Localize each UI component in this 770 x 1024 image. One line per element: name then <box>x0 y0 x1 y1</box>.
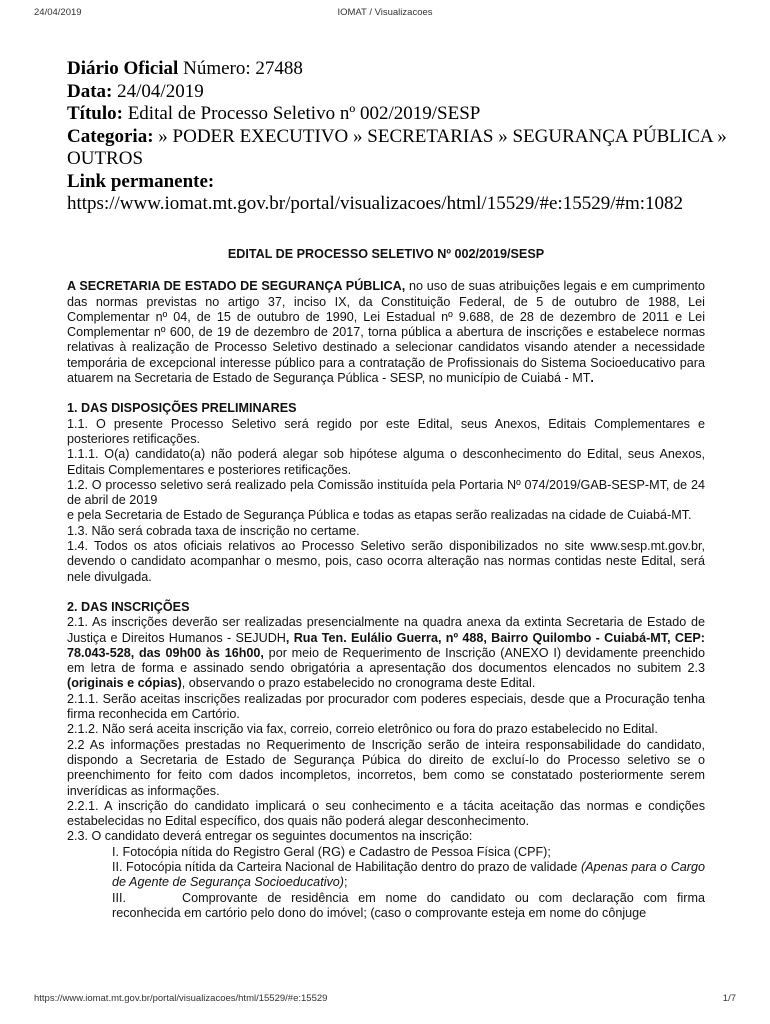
doc-item-III-text: Comprovante de residência em nome do candidato ou com declaração com firma reconhecida em cartório pelo dono do imóvel; (caso o comprovante esteja em nome do cônjuge <box>112 890 705 920</box>
diario-label: Diário Oficial <box>67 58 179 79</box>
intro-text: no uso de suas atribuições legais e em cumprimento das normas previstas no artigo 37, inciso IX, da Constituição Federal, de 5 de outubro de 1988, Lei Complementar nº 04, de 15 de outubro de 1990, Lei Estadual nº 9.688, de 28 de dezembro de 2011 e Lei Complementar nº 600, de 19 de dezembro de 2017, torna pública a abertura de inscrições e estabelece normas relativas à realização de Processo Seletivo destinado a selecionar candidatos visando atender a necessidade temporária de excepcional interesse público para a contratação de Profissionais do Sistema Socioeducativo para atuarem na Secretaria de Estado de Segurança Pública - SESP, no município de Cuiabá - MT <box>67 279 705 386</box>
doc-item-I: I. Fotocópia nítida do Registro Geral (RG) e Cadastro de Pessoa Física (CPF); <box>112 844 551 859</box>
doc-item-III-label: III. <box>112 890 126 905</box>
intro-end: . <box>590 371 594 386</box>
section-2-title: 2. DAS INSCRIÇÕES <box>67 599 190 614</box>
item-1-3: 1.3. Não será cobrada taxa de inscrição no certame. <box>67 523 360 538</box>
link-label-line <box>67 171 735 194</box>
item-1-1: 1.1. O presente Processo Seletivo será regido por este Edital, seus Anexos, Editais Complementares e posteriores retificações. <box>67 416 705 446</box>
item-1-1-1: 1.1.1. O(a) candidato(a) não poderá alegar sob hipótese alguma o desconhecimento do Edital, seus Anexos, Editais Complementares e posteriores retificações. <box>67 447 705 477</box>
item-2-2-1: 2.2.1. A inscrição do candidato implicará o seu conhecimento e a tácita aceitação das normas e condições estabelecidas no Edital específico, dos quais não poderá alegar desconhecimento. <box>67 798 705 829</box>
publication-meta <box>67 58 735 216</box>
doc-item-II-end: ; <box>343 875 348 890</box>
categoria-label: Categoria: <box>67 125 154 147</box>
item-2-1-text-2: por meio de Requerimento de Inscrição (ANEXO I) devidamente preenchido em letra de forma e assinado sendo obrigatória a apresentação dos documentos elencados no subitem 2.3 <box>67 645 705 676</box>
item-1-2-continued: e pela Secretaria de Estado de Segurança Pública e todas as etapas serão realizadas na cidade de Cuiabá-MT. <box>67 508 692 523</box>
print-footer <box>34 993 736 1007</box>
item-2-1-originals: (originais e cópias) <box>67 676 182 691</box>
diario-value: Número: 27488 <box>183 58 303 79</box>
item-2-1-text: 2.1. As inscrições deverão ser realizadas presencialmente na quadra anexa da extinta Secretaria de Estado de Justiça e Direitos Humanos - SEJUDH <box>67 615 705 645</box>
item-2-1-text-3: , observando o prazo estabelecido no cronograma deste Edital. <box>181 676 536 691</box>
doc-item-II-note: (Apenas para o Cargo de Agente de Segurança Socioeducativo) <box>112 859 706 890</box>
link-label: Link permanente: <box>67 170 215 192</box>
print-header <box>34 7 736 21</box>
item-2-2: 2.2 As informações prestadas no Requerimento de Inscrição serão de inteira responsabilidade do candidato, dispondo a Secretaria de Estado de Segurança Púbica do direito de excluí-lo do Processo seletivo se o preenchimento for feito com dados incompletos, incorretos, bem como se constatado posteriormente serem inverídicas as informações. <box>67 737 705 798</box>
item-2-1-address: , Rua Ten. Eulálio Guerra, nº 488, Bairro Quilombo - Cuiabá-MT, CEP: 78.043-528, das 09h00 às 16h00, <box>67 630 705 660</box>
print-title: IOMAT / Visualizacoes <box>337 7 433 18</box>
item-1-4: 1.4. Todos os atos oficiais relativos ao Processo Seletivo serão disponibilizados no site www.sesp.mt.gov.br, devendo o candidato acompanhar o mesmo, pois, caso ocorra alteração nas normas contidas neste Edital, será nele divulgada. <box>67 539 705 584</box>
data-line <box>67 81 735 104</box>
data-value: 24/04/2019 <box>117 80 204 102</box>
edital-body <box>67 247 705 921</box>
data-label: Data: <box>67 80 113 102</box>
item-1-2: 1.2. O processo seletivo será realizado pela Comissão instituída pela Portaria Nº 074/2019/GAB-SESP-MT, de 24 de abril de 2019 <box>67 477 705 508</box>
item-2-3: 2.3. O candidato deverá entregar os seguintes documentos na inscrição: <box>67 829 473 844</box>
intro-bold: A SECRETARIA DE ESTADO DE SEGURANÇA PÚBLICA, <box>67 279 406 294</box>
intro-paragraph <box>67 279 705 386</box>
categoria-line <box>67 126 735 171</box>
section-1-title: 1. DAS DISPOSIÇÕES PRELIMINARES <box>67 401 297 416</box>
print-url: https://www.iomat.mt.gov.br/portal/visualizacoes/html/15529/#e:15529 <box>34 993 328 1004</box>
item-2-1-1: 2.1.1. Serão aceitas inscrições realizadas por procurador com poderes especiais, desde que a Procuração tenha firma reconhecida em Cartório. <box>67 691 705 722</box>
doc-item-II <box>67 860 705 891</box>
permanent-link[interactable]: https://www.iomat.mt.gov.br/portal/visualizacoes/html/15529/#e:15529/#m:1082 <box>67 193 684 214</box>
titulo-value: Edital de Processo Seletivo nº 002/2019/SESP <box>127 103 481 124</box>
categoria-value: » PODER EXECUTIVO » SECRETARIAS » SEGURANÇA PÚBLICA » OUTROS <box>67 125 727 169</box>
print-date: 24/04/2019 <box>34 7 82 18</box>
edital-heading: EDITAL DE PROCESSO SELETIVO Nº 002/2019/SESP <box>227 247 545 261</box>
doc-item-III <box>67 891 705 922</box>
titulo-line <box>67 103 735 126</box>
page-number: 1/7 <box>722 993 736 1004</box>
titulo-label: Título: <box>67 103 123 124</box>
item-2-1-2: 2.1.2. Não será aceita inscrição via fax, correio, correio eletrônico ou fora do prazo estabelecido no Edital. <box>67 722 658 737</box>
diario-line <box>67 58 735 81</box>
doc-item-II-text: II. Fotocópia nítida da Carteira Nacional de Habilitação dentro do prazo de validade <box>112 859 581 874</box>
item-2-1 <box>67 615 705 691</box>
